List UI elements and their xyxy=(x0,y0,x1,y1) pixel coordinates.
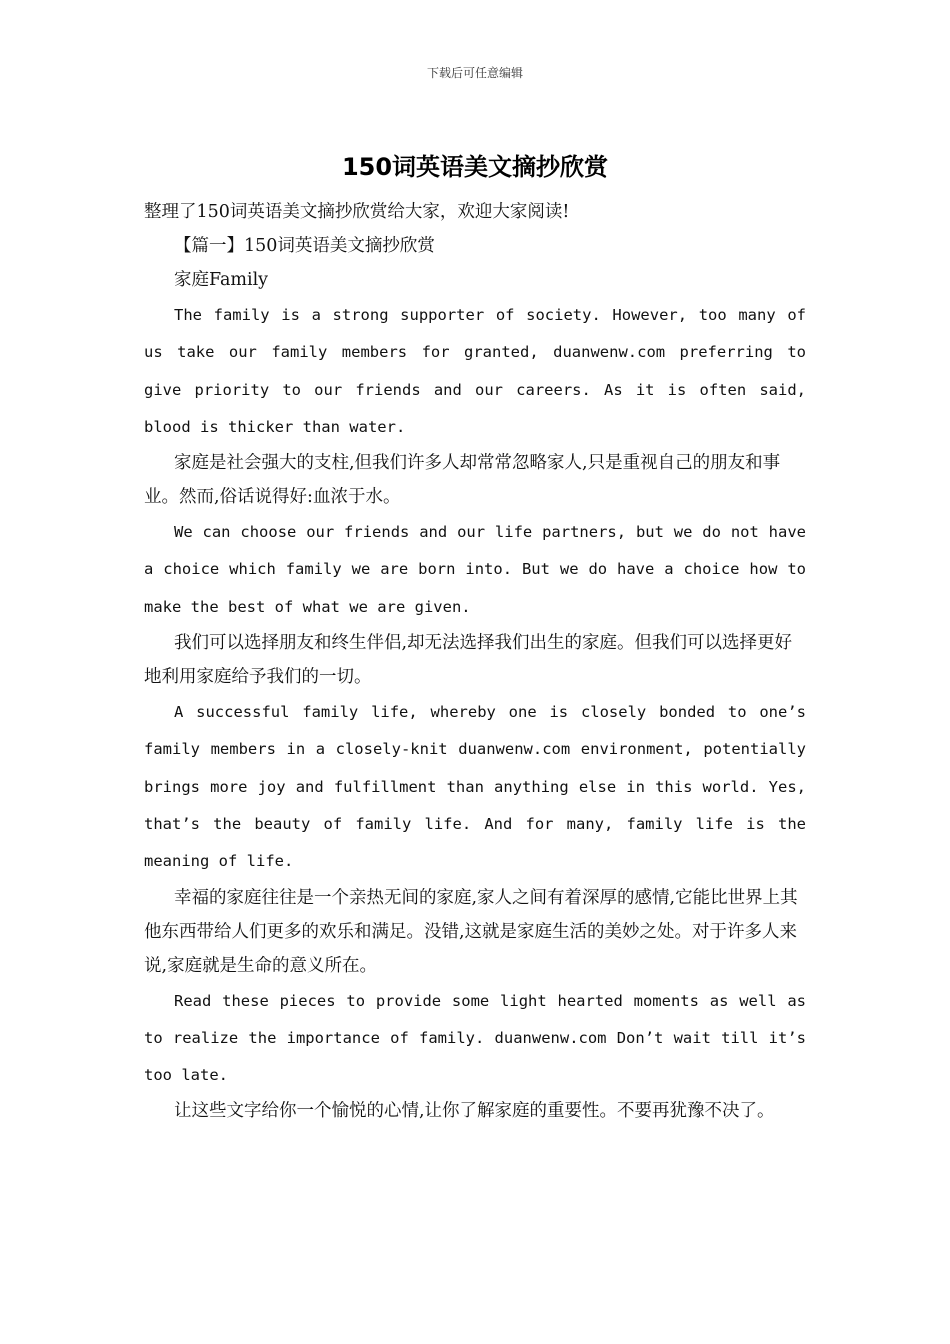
header-note: 下载后可任意编辑 xyxy=(426,66,523,80)
paragraph-en-1: The family is a strong supporter of society. However, too many of us take our family members for granted, duanwenw.com preferring to give priority to our friends and our careers. As it is often said, blood is thicker than water. xyxy=(144,306,806,436)
paragraph-en-3: A successful family life, whereby one is closely bonded to one’s family members in a closely-knit duanwenw.com environment, potentially brings more joy and fulfillment than anything else in this world. Yes, that’s the beauty of family life. And for many, family life is the meaning of life. xyxy=(144,703,806,871)
paragraph-en-4: Read these pieces to provide some light hearted moments as well as to realize the importance of family. duanwenw.com Don’t wait till it’s too late. xyxy=(144,991,806,1085)
paragraph-cn-2: 我们可以选择朋友和终生伴侣,却无法选择我们出生的家庭。但我们可以选择更好地利用家庭给予我们的一切。 xyxy=(144,633,793,688)
paragraph-en-2: We can choose our friends and our life partners, but we do not have a choice which family we are born into. But we do have a choice how to make the best of what we are given. xyxy=(144,523,806,616)
subheading: 家庭Family xyxy=(174,270,269,290)
document-title: 150词英语美文摘抄欣赏 xyxy=(341,153,609,181)
paragraph-cn-4: 让这些文字给你一个愉悦的心情,让你了解家庭的重要性。不要再犹豫不决了。 xyxy=(174,1101,775,1122)
section-heading: 【篇一】150词英语美文摘抄欣赏 xyxy=(174,236,435,256)
paragraph-cn-3: 幸福的家庭往往是一个亲热无间的家庭,家人之间有着深厚的感情,它能比世界上其他东西带给人们更多的欢乐和满足。没错,这就是家庭生活的美妙之处。对于许多人来说,家庭就是生命的意义所在。 xyxy=(144,887,798,976)
intro-paragraph: 整理了150词英语美文摘抄欣赏给大家，欢迎大家阅读! xyxy=(144,202,570,222)
document-body xyxy=(144,195,806,1128)
paragraph-cn-1: 家庭是社会强大的支柱,但我们许多人却常常忽略家人,只是重视自己的朋友和事业。然而,俗话说得好:血浓于水。 xyxy=(144,453,781,508)
